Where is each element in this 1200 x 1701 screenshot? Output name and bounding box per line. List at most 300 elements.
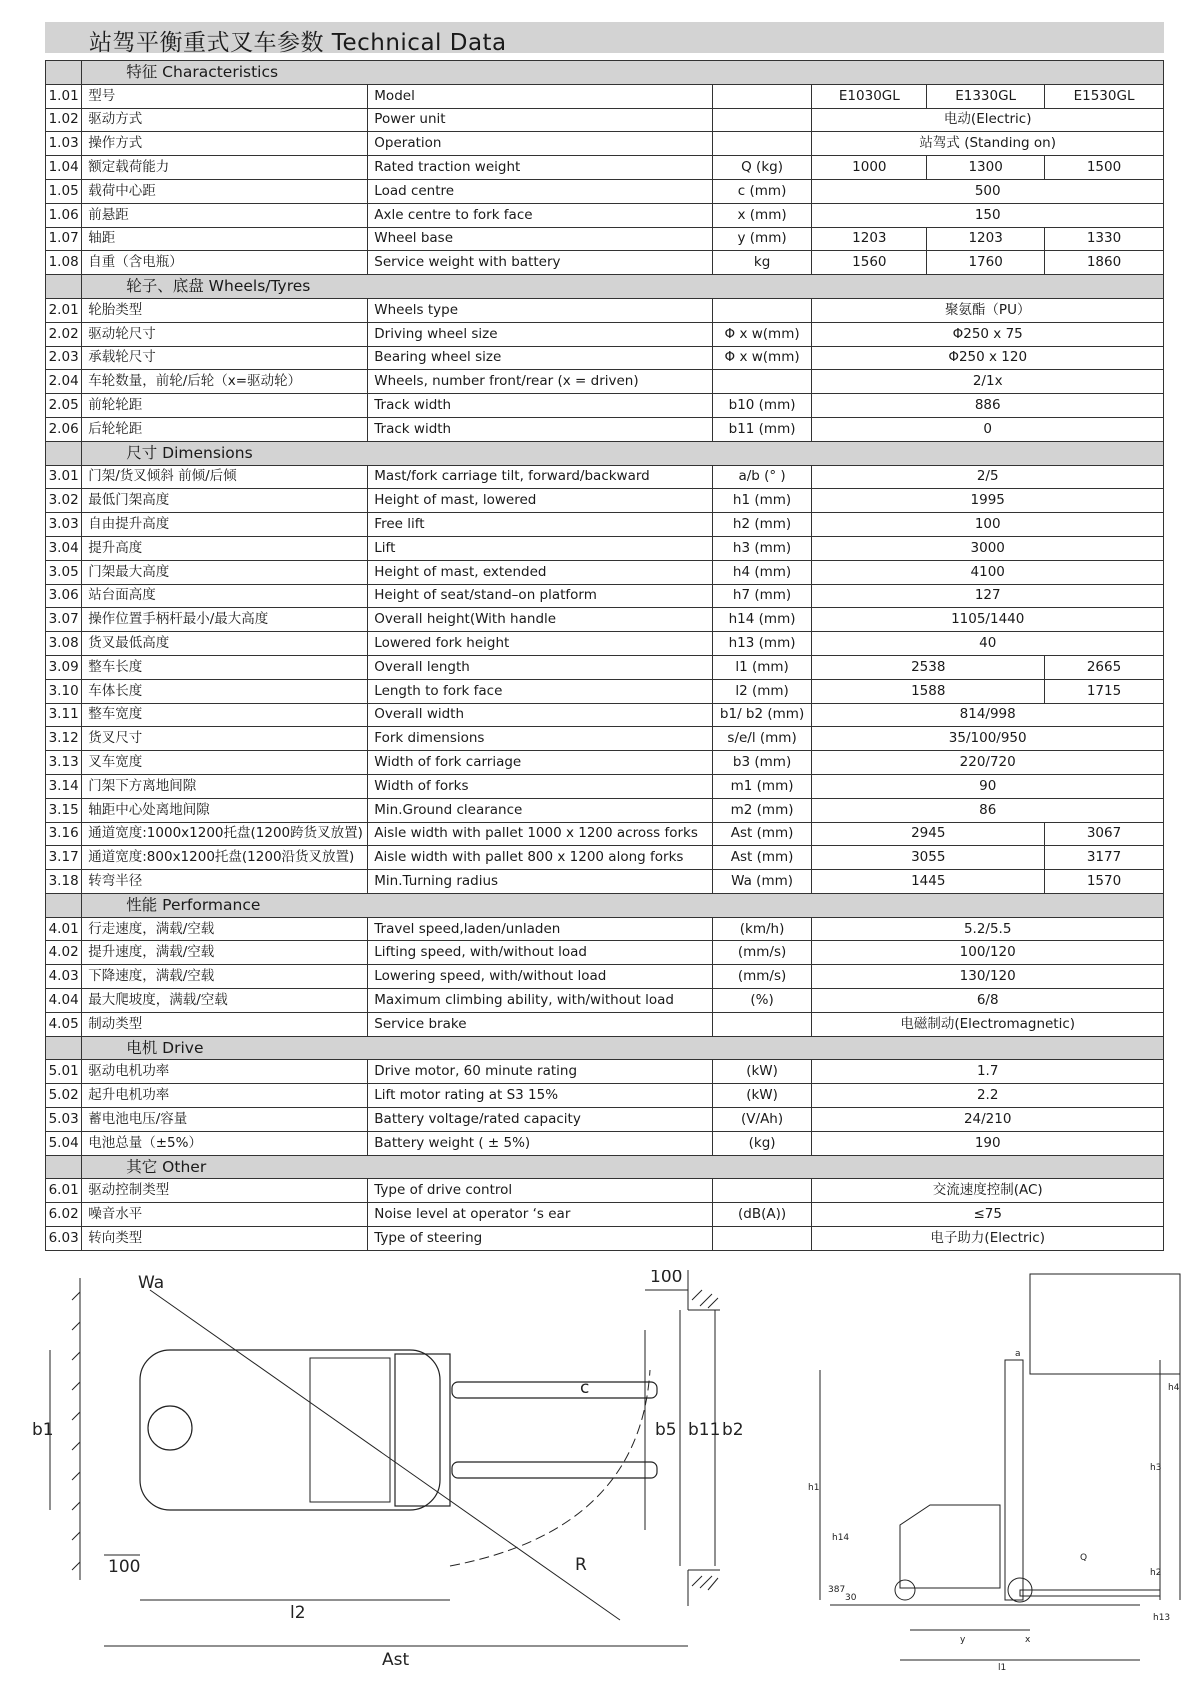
row-unit: (kW): [712, 1084, 812, 1108]
row-label-en: Type of steering: [368, 1227, 712, 1251]
row-label-en: Aisle width with pallet 1000 x 1200 across forks: [368, 822, 712, 846]
mast: [1005, 1360, 1023, 1600]
row-label-cn: 驱动控制类型: [82, 1179, 368, 1203]
pallet-outline: [1030, 1274, 1180, 1374]
side-fork: [1020, 1590, 1160, 1596]
row-unit: s/e/l (mm): [712, 727, 812, 751]
section-header-blank: [46, 1036, 82, 1060]
label-h4: h4: [1168, 1383, 1180, 1393]
row-label-en: Height of seat/stand–on platform: [368, 584, 712, 608]
row-label-cn: 下降速度，满载/空载: [82, 965, 368, 989]
top-view-drawing: [50, 1270, 720, 1646]
spec-row: [46, 1179, 1164, 1203]
row-label-en: Width of fork carriage: [368, 751, 712, 775]
row-unit: Wa (mm): [712, 870, 812, 894]
label-h14: h14: [832, 1533, 850, 1543]
section-header: [46, 893, 1164, 917]
row-value: 2945: [812, 822, 1045, 846]
label-b2: b2: [722, 1420, 744, 1440]
row-number: 2.06: [46, 417, 82, 441]
row-value: 站驾式 (Standing on): [812, 132, 1164, 156]
row-label-cn: 叉车宽度: [82, 751, 368, 775]
label-h7: 387: [828, 1585, 846, 1595]
row-unit: [712, 1012, 812, 1036]
row-value: 40: [812, 632, 1164, 656]
row-value: 1500: [1045, 156, 1164, 180]
row-label-en: Rated traction weight: [368, 156, 712, 180]
row-label-en: Height of mast, extended: [368, 560, 712, 584]
spec-row: [46, 822, 1164, 846]
row-value: 6/8: [812, 989, 1164, 1013]
row-value: 电子助力(Electric): [812, 1227, 1164, 1251]
truck-side-body: [900, 1505, 1000, 1588]
row-unit: b3 (mm): [712, 751, 812, 775]
row-value: 3067: [1045, 822, 1164, 846]
row-unit: l2 (mm): [712, 679, 812, 703]
spec-row: [46, 465, 1164, 489]
row-label-cn: 电池总量（±5%）: [82, 1131, 368, 1155]
spec-row: [46, 989, 1164, 1013]
side-view-labels: [808, 1349, 1180, 1673]
spec-row: [46, 941, 1164, 965]
spec-row: [46, 1131, 1164, 1155]
row-value: 2.2: [812, 1084, 1164, 1108]
row-number: 6.03: [46, 1227, 82, 1251]
technical-data-table: [45, 60, 1164, 1251]
row-number: 3.17: [46, 846, 82, 870]
row-label-cn: 门架下方离地间隙: [82, 774, 368, 798]
row-unit: [712, 370, 812, 394]
spec-row: [46, 1060, 1164, 1084]
label-r: R: [575, 1555, 587, 1575]
row-label-en: Lowered fork height: [368, 632, 712, 656]
spec-row: [46, 513, 1164, 537]
spec-row: [46, 632, 1164, 656]
row-value: Φ250 x 75: [812, 322, 1164, 346]
row-label-cn: 自重（含电瓶）: [82, 251, 368, 275]
label-ast: Ast: [382, 1650, 410, 1670]
row-label-en: Power unit: [368, 108, 712, 132]
spec-row: [46, 798, 1164, 822]
row-label-en: Overall height(With handle: [368, 608, 712, 632]
spec-row: [46, 84, 1164, 108]
row-label-cn: 通道宽度:800x1200托盘(1200沿货叉放置): [82, 846, 368, 870]
spec-row: [46, 917, 1164, 941]
section-title: 其它 Other: [82, 1155, 1164, 1179]
spec-row: [46, 1084, 1164, 1108]
row-unit: (km/h): [712, 917, 812, 941]
row-label-cn: 车体长度: [82, 679, 368, 703]
spec-row: [46, 751, 1164, 775]
row-number: 3.11: [46, 703, 82, 727]
row-value: 90: [812, 774, 1164, 798]
section-header: [46, 441, 1164, 465]
row-value: E1530GL: [1045, 84, 1164, 108]
spec-row: [46, 703, 1164, 727]
row-number: 3.04: [46, 536, 82, 560]
label-a: a: [1015, 1349, 1021, 1359]
row-number: 1.01: [46, 84, 82, 108]
rear-wheel: [895, 1580, 915, 1600]
row-value: 1715: [1045, 679, 1164, 703]
row-unit: b10 (mm): [712, 394, 812, 418]
row-value: 3055: [812, 846, 1045, 870]
row-value: 1860: [1045, 251, 1164, 275]
row-label-cn: 门架/货叉倾斜 前倾/后倾: [82, 465, 368, 489]
row-number: 1.08: [46, 251, 82, 275]
row-number: 4.05: [46, 1012, 82, 1036]
row-number: 1.03: [46, 132, 82, 156]
row-unit: [712, 84, 812, 108]
row-number: 2.04: [46, 370, 82, 394]
row-number: 2.03: [46, 346, 82, 370]
row-value: 1760: [927, 251, 1045, 275]
row-number: 3.14: [46, 774, 82, 798]
row-label-en: Width of forks: [368, 774, 712, 798]
row-value: 3000: [812, 536, 1164, 560]
row-number: 3.18: [46, 870, 82, 894]
title-bar: [45, 22, 1164, 56]
row-number: 3.07: [46, 608, 82, 632]
row-number: 3.16: [46, 822, 82, 846]
technical-drawings: [0, 1270, 1200, 1701]
spec-row: [46, 584, 1164, 608]
row-value: 35/100/950: [812, 727, 1164, 751]
spec-row: [46, 965, 1164, 989]
section-title: 尺寸 Dimensions: [82, 441, 1164, 465]
spec-row: [46, 370, 1164, 394]
row-unit: (%): [712, 989, 812, 1013]
row-label-cn: 后轮轮距: [82, 417, 368, 441]
row-value: 4100: [812, 560, 1164, 584]
row-value: Φ250 x 120: [812, 346, 1164, 370]
row-label-en: Battery weight ( ± 5%): [368, 1131, 712, 1155]
row-value: 1445: [812, 870, 1045, 894]
row-label-en: Noise level at operator ‘s ear: [368, 1203, 712, 1227]
row-value: 220/720: [812, 751, 1164, 775]
row-label-cn: 整车长度: [82, 655, 368, 679]
row-label-cn: 承载轮尺寸: [82, 346, 368, 370]
row-number: 5.03: [46, 1108, 82, 1132]
row-number: 3.09: [46, 655, 82, 679]
row-number: 1.04: [46, 156, 82, 180]
row-value: 2/1x: [812, 370, 1164, 394]
row-label-cn: 行走速度，满载/空载: [82, 917, 368, 941]
row-label-cn: 提升速度，满载/空载: [82, 941, 368, 965]
row-number: 4.02: [46, 941, 82, 965]
spec-row: [46, 655, 1164, 679]
row-label-cn: 操作方式: [82, 132, 368, 156]
row-label-en: Lifting speed, with/without load: [368, 941, 712, 965]
row-label-cn: 驱动方式: [82, 108, 368, 132]
row-label-en: Model: [368, 84, 712, 108]
row-label-cn: 转向类型: [82, 1227, 368, 1251]
row-value: 86: [812, 798, 1164, 822]
row-unit: y (mm): [712, 227, 812, 251]
row-value: 电动(Electric): [812, 108, 1164, 132]
row-label-en: Maximum climbing ability, with/without load: [368, 989, 712, 1013]
row-label-en: Overall width: [368, 703, 712, 727]
row-unit: m1 (mm): [712, 774, 812, 798]
row-unit: [712, 1227, 812, 1251]
row-label-cn: 驱动电机功率: [82, 1060, 368, 1084]
row-label-en: Battery voltage/rated capacity: [368, 1108, 712, 1132]
row-label-cn: 整车宽度: [82, 703, 368, 727]
section-header-blank: [46, 893, 82, 917]
row-label-en: Service brake: [368, 1012, 712, 1036]
spec-row: [46, 394, 1164, 418]
top-view-labels: [32, 1270, 744, 1670]
row-value: 交流速度控制(AC): [812, 1179, 1164, 1203]
row-label-cn: 转弯半径: [82, 870, 368, 894]
row-label-cn: 载荷中心距: [82, 179, 368, 203]
row-label-en: Travel speed,laden/unladen: [368, 917, 712, 941]
section-title: 电机 Drive: [82, 1036, 1164, 1060]
row-value: 1300: [927, 156, 1045, 180]
row-number: 3.03: [46, 513, 82, 537]
row-value: 814/998: [812, 703, 1164, 727]
row-unit: h3 (mm): [712, 536, 812, 560]
row-unit: [712, 132, 812, 156]
spec-row: [46, 560, 1164, 584]
spec-row: [46, 156, 1164, 180]
label-100-top: 100: [650, 1270, 683, 1287]
row-label-en: Free lift: [368, 513, 712, 537]
row-value: 聚氨酯（PU）: [812, 298, 1164, 322]
spec-row: [46, 227, 1164, 251]
row-value: 1330: [1045, 227, 1164, 251]
section-header-blank: [46, 1155, 82, 1179]
lower-fork: [452, 1462, 657, 1478]
row-label-cn: 货叉尺寸: [82, 727, 368, 751]
row-value: 886: [812, 394, 1164, 418]
label-y: y: [960, 1635, 966, 1645]
row-number: 3.12: [46, 727, 82, 751]
row-number: 2.02: [46, 322, 82, 346]
spec-row: [46, 536, 1164, 560]
row-value: 2665: [1045, 655, 1164, 679]
row-label-en: Bearing wheel size: [368, 346, 712, 370]
row-unit: Ast (mm): [712, 846, 812, 870]
row-number: 1.05: [46, 179, 82, 203]
spec-row: [46, 608, 1164, 632]
spec-row: [46, 179, 1164, 203]
row-number: 3.05: [46, 560, 82, 584]
spec-row: [46, 1012, 1164, 1036]
label-b1: b1: [32, 1420, 54, 1440]
row-number: 3.06: [46, 584, 82, 608]
row-unit: m2 (mm): [712, 798, 812, 822]
row-number: 4.04: [46, 989, 82, 1013]
spec-row: [46, 489, 1164, 513]
section-header: [46, 1036, 1164, 1060]
row-unit: h4 (mm): [712, 560, 812, 584]
row-value: 1560: [812, 251, 927, 275]
row-value: ≤75: [812, 1203, 1164, 1227]
section-title: 性能 Performance: [82, 893, 1164, 917]
side-view-drawing: [820, 1274, 1180, 1660]
spec-row: [46, 1227, 1164, 1251]
row-label-cn: 最大爬坡度，满载/空载: [82, 989, 368, 1013]
row-unit: [712, 298, 812, 322]
label-h3: h3: [1150, 1463, 1162, 1473]
row-unit: h14 (mm): [712, 608, 812, 632]
spec-row: [46, 108, 1164, 132]
spec-row: [46, 679, 1164, 703]
row-label-cn: 前轮轮距: [82, 394, 368, 418]
row-value: E1330GL: [927, 84, 1045, 108]
row-value: 1.7: [812, 1060, 1164, 1084]
row-value: 0: [812, 417, 1164, 441]
row-unit: Ast (mm): [712, 822, 812, 846]
label-h1: h1: [808, 1483, 820, 1493]
row-number: 2.01: [46, 298, 82, 322]
row-label-cn: 货叉最低高度: [82, 632, 368, 656]
row-label-cn: 前悬距: [82, 203, 368, 227]
row-unit: c (mm): [712, 179, 812, 203]
row-value: E1030GL: [812, 84, 927, 108]
row-value: 1105/1440: [812, 608, 1164, 632]
row-unit: kg: [712, 251, 812, 275]
row-unit: [712, 1179, 812, 1203]
row-label-en: Wheel base: [368, 227, 712, 251]
row-label-cn: 轮胎类型: [82, 298, 368, 322]
row-unit: a/b (° ): [712, 465, 812, 489]
row-label-en: Wheels type: [368, 298, 712, 322]
section-header: [46, 61, 1164, 85]
spec-row: [46, 132, 1164, 156]
row-value: 24/210: [812, 1108, 1164, 1132]
row-value: 1995: [812, 489, 1164, 513]
row-label-cn: 门架最大高度: [82, 560, 368, 584]
row-value: 150: [812, 203, 1164, 227]
left-wall-hatch: [72, 1278, 80, 1580]
row-label-en: Height of mast, lowered: [368, 489, 712, 513]
row-value: 1000: [812, 156, 927, 180]
row-label-cn: 蓄电池电压/容量: [82, 1108, 368, 1132]
row-label-en: Type of drive control: [368, 1179, 712, 1203]
row-label-en: Min.Ground clearance: [368, 798, 712, 822]
spec-row: [46, 417, 1164, 441]
row-value: 2538: [812, 655, 1045, 679]
row-unit: h13 (mm): [712, 632, 812, 656]
row-label-en: Track width: [368, 417, 712, 441]
row-unit: b11 (mm): [712, 417, 812, 441]
row-unit: x (mm): [712, 203, 812, 227]
row-value: 100: [812, 513, 1164, 537]
row-value: 1588: [812, 679, 1045, 703]
spec-row: [46, 251, 1164, 275]
section-header-blank: [46, 275, 82, 299]
row-number: 3.10: [46, 679, 82, 703]
row-label-cn: 轴距中心处离地间隙: [82, 798, 368, 822]
spec-row: [46, 846, 1164, 870]
row-number: 3.02: [46, 489, 82, 513]
row-label-cn: 通道宽度:1000x1200托盘(1200跨货叉放置): [82, 822, 368, 846]
row-label-cn: 轴距: [82, 227, 368, 251]
spec-row: [46, 1108, 1164, 1132]
section-title: 轮子、底盘 Wheels/Tyres: [82, 275, 1164, 299]
row-unit: (V/Ah): [712, 1108, 812, 1132]
section-header-blank: [46, 61, 82, 85]
row-unit: h1 (mm): [712, 489, 812, 513]
spec-row: [46, 870, 1164, 894]
label-l2: l2: [290, 1603, 306, 1623]
spec-row: [46, 298, 1164, 322]
row-label-cn: 制动类型: [82, 1012, 368, 1036]
row-label-en: Lift motor rating at S3 15%: [368, 1084, 712, 1108]
row-value: 100/120: [812, 941, 1164, 965]
row-label-en: Drive motor, 60 minute rating: [368, 1060, 712, 1084]
row-label-en: Service weight with battery: [368, 251, 712, 275]
section-header: [46, 275, 1164, 299]
row-label-en: Wheels, number front/rear (x = driven): [368, 370, 712, 394]
row-value: 5.2/5.5: [812, 917, 1164, 941]
row-number: 6.01: [46, 1179, 82, 1203]
row-value: 3177: [1045, 846, 1164, 870]
label-b11: b11: [688, 1420, 721, 1440]
spec-row: [46, 203, 1164, 227]
label-q: Q: [1080, 1553, 1088, 1563]
upper-fork: [452, 1382, 657, 1398]
row-number: 6.02: [46, 1203, 82, 1227]
row-number: 4.01: [46, 917, 82, 941]
row-label-en: Load centre: [368, 179, 712, 203]
row-value: 500: [812, 179, 1164, 203]
label-h2: h2: [1150, 1568, 1162, 1578]
row-label-en: Fork dimensions: [368, 727, 712, 751]
row-label-en: Lowering speed, with/without load: [368, 965, 712, 989]
row-number: 3.15: [46, 798, 82, 822]
row-label-en: Track width: [368, 394, 712, 418]
row-label-cn: 车轮数量，前轮/后轮（x=驱动轮）: [82, 370, 368, 394]
row-label-en: Driving wheel size: [368, 322, 712, 346]
row-label-en: Mast/fork carriage tilt, forward/backward: [368, 465, 712, 489]
row-unit: (kg): [712, 1131, 812, 1155]
label-x: x: [1025, 1635, 1031, 1645]
row-number: 1.07: [46, 227, 82, 251]
row-value: 130/120: [812, 965, 1164, 989]
steering-wheel: [148, 1406, 192, 1450]
label-100-bottom: 100: [108, 1557, 141, 1577]
spec-row: [46, 774, 1164, 798]
right-wall-hatch-bottom: [688, 1570, 720, 1606]
label-b5: b5: [655, 1420, 677, 1440]
row-unit: Φ x w(mm): [712, 346, 812, 370]
row-label-cn: 操作位置手柄杆最小/最大高度: [82, 608, 368, 632]
row-unit: b1/ b2 (mm): [712, 703, 812, 727]
page-title: 站驾平衡重式叉车参数 Technical Data: [89, 30, 507, 56]
section-title: 特征 Characteristics: [82, 61, 1164, 85]
row-label-cn: 自由提升高度: [82, 513, 368, 537]
label-h13: h13: [1153, 1613, 1171, 1623]
section-header: [46, 1155, 1164, 1179]
row-label-cn: 提升高度: [82, 536, 368, 560]
label-c: c: [580, 1378, 590, 1398]
row-number: 1.06: [46, 203, 82, 227]
label-m: 30: [845, 1593, 857, 1603]
row-unit: [712, 108, 812, 132]
row-label-en: Axle centre to fork face: [368, 203, 712, 227]
row-number: 3.01: [46, 465, 82, 489]
spec-row: [46, 1203, 1164, 1227]
row-value: 1570: [1045, 870, 1164, 894]
section-header-blank: [46, 441, 82, 465]
row-unit: (dB(A)): [712, 1203, 812, 1227]
row-label-cn: 驱动轮尺寸: [82, 322, 368, 346]
row-label-en: Overall length: [368, 655, 712, 679]
row-label-cn: 站台面高度: [82, 584, 368, 608]
